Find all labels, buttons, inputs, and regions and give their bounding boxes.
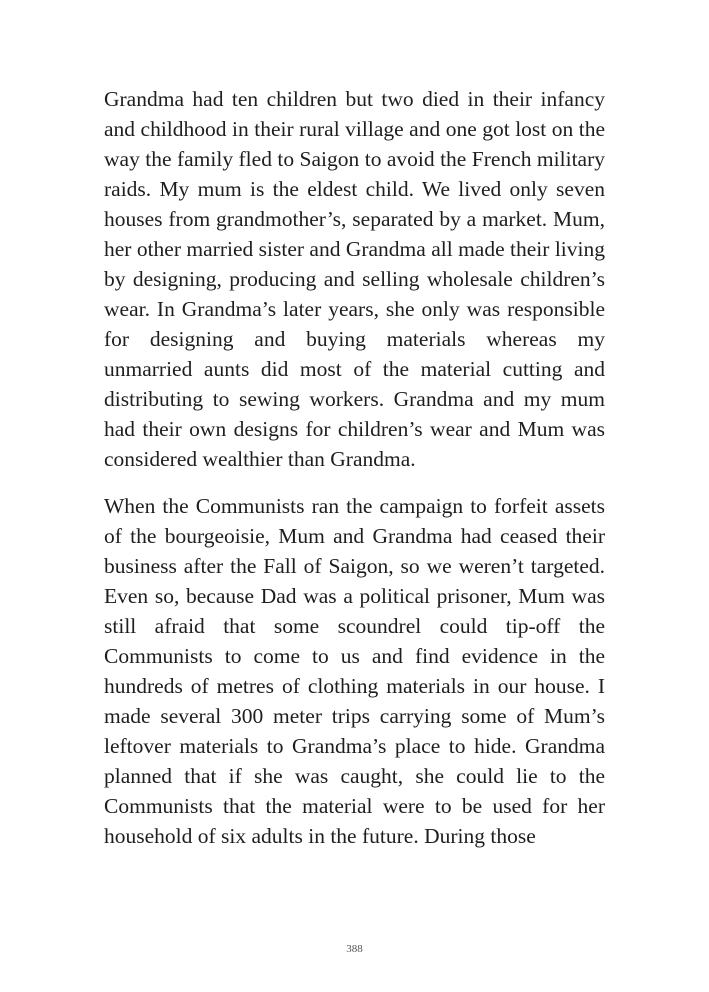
paragraph-grandma-children: Grandma had ten children but two died in their infancy and childhood in their rural village and one got lost on the way the family fled to Saigon to avoid the French military raids. My mum is the eldest child. We lived only seven houses from grandmother’s, separated by a market. Mum, her other married sister and Grandma all made their living by designing, producing and selling wholesale children’s wear. In Grandma’s later years, she only was responsible for designing and buying materials whereas my unmarried aunts did most of the material cutting and distributing to sewing workers. Grandma and my mum had their own designs for children’s wear and Mum was considered wealthier than Grandma. (104, 87, 605, 471)
page-number: 388 (346, 943, 363, 955)
paragraph-communists-campaign: When the Communists ran the campaign to forfeit assets of the bourgeoisie, Mum and Grandma had ceased their business after the Fall of Saigon, so we weren’t targeted. Even so, because Dad was a political prisoner, Mum was still afraid that some scoundrel could tip-off the Communists to come to us and find evidence in the hundreds of metres of clothing materials in our house. I made several 300 meter trips carrying some of Mum’s leftover materials to Grandma’s place to hide. Grandma planned that if she was caught, she could lie to the Communists that the material were to be used for her household of six adults in the future. During those (104, 494, 605, 848)
body-text (104, 84, 605, 868)
